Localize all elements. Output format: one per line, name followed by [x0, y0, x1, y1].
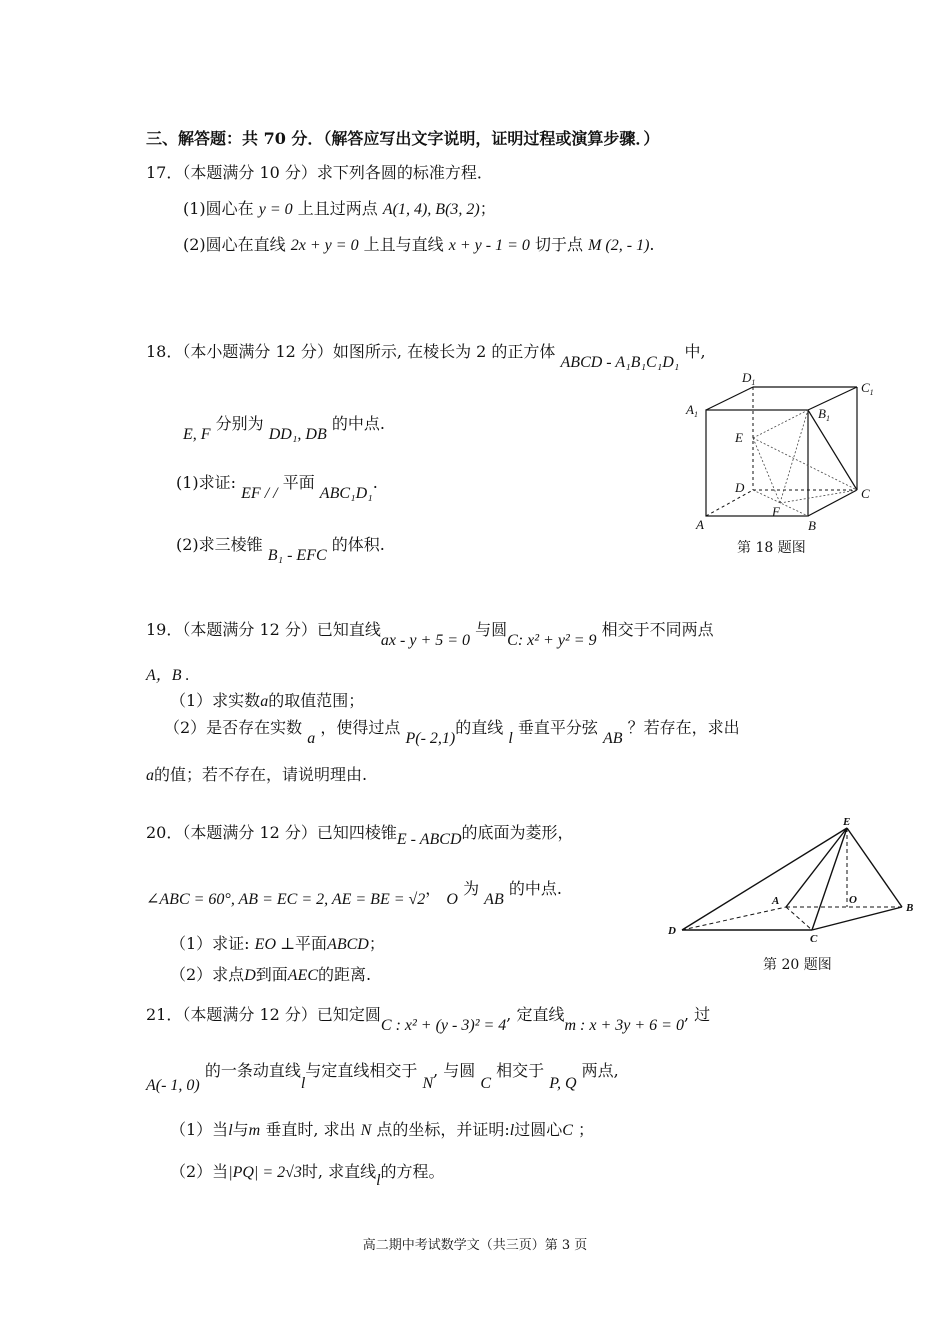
q18-part1 — [176, 470, 378, 502]
label-E: E — [843, 816, 851, 828]
math: N — [422, 1075, 434, 1092]
math: l — [300, 1075, 306, 1092]
label-D: D — [668, 925, 676, 937]
q18-ef-line — [183, 411, 385, 443]
text: (1)求证: — [176, 473, 237, 492]
text: 21．（本题满分 12 分）已知定圆 — [146, 1005, 381, 1024]
edge — [706, 387, 753, 410]
label-A: A — [772, 895, 780, 907]
label-A1: $A_1$ — [686, 402, 698, 419]
math: N — [360, 1122, 372, 1139]
text: （1）当 — [170, 1120, 229, 1139]
text: , 与圆 — [433, 1061, 476, 1080]
text: 相交于 — [496, 1061, 545, 1080]
q20-part1 — [170, 931, 385, 954]
edge — [808, 387, 857, 410]
q17-part2 — [183, 232, 655, 255]
text: 过圆心 — [514, 1120, 563, 1139]
q17-part1 — [183, 196, 496, 219]
text: （1）求证: — [170, 934, 250, 953]
math: A(- 1, 0) — [146, 1077, 200, 1094]
q21-line2 — [146, 1058, 619, 1094]
q18-caption: 第 18 题图 — [737, 540, 806, 556]
label-A: A — [696, 517, 704, 532]
text: （2）求点 — [170, 965, 245, 984]
hidden-edge-DA — [682, 907, 786, 930]
text: 的直线 — [455, 718, 504, 737]
label-B: B — [906, 902, 914, 914]
text: 的一条动直线 — [204, 1061, 301, 1080]
text: (2)求三棱锥 — [176, 535, 263, 554]
q20-caption: 第 20 题图 — [763, 957, 832, 973]
q19-part2-cont — [146, 762, 367, 785]
edge-CB — [812, 907, 902, 930]
math: x + y - 1 = 0 — [448, 237, 530, 254]
hidden-edge-AC — [786, 907, 812, 930]
math: a — [260, 693, 269, 710]
q20-title — [146, 820, 574, 848]
text: 与 — [232, 1120, 249, 1139]
math: P(- 2,1) — [405, 730, 456, 747]
math: B₁ - EFC — [267, 547, 327, 564]
math: EF / / — [241, 485, 278, 502]
math: 2x + y = 0 — [290, 237, 359, 254]
text: ，使得过点 — [320, 718, 401, 737]
text: 20．（本题满分 12 分）已知四棱锥 — [146, 823, 397, 842]
q19-part1 — [170, 688, 364, 711]
math: |PQ| = 2√3 — [228, 1164, 302, 1181]
label-E: E — [735, 430, 743, 445]
text: (2)圆心在直线 — [183, 235, 286, 254]
text: 到面 — [255, 965, 288, 984]
text: 的底面为菱形， — [461, 823, 574, 842]
text: 中, — [684, 342, 706, 361]
math: M (2, - 1) — [588, 237, 650, 254]
label-D1: $D_1$ — [742, 370, 756, 387]
q21-part1 — [170, 1117, 594, 1140]
label-O: O — [849, 894, 857, 906]
math: AB — [484, 891, 504, 908]
math: EO ⊥ — [254, 936, 296, 953]
math: P, Q — [549, 1075, 577, 1092]
math: E, F — [183, 426, 211, 443]
q17-title: 17．（本题满分 10 分）求下列各圆的标准方程． — [146, 163, 493, 182]
text: ； — [479, 199, 496, 218]
text: 平面 — [282, 473, 315, 492]
edge-ED — [682, 828, 847, 930]
text: 为 — [463, 879, 480, 898]
q21-title — [146, 1002, 711, 1034]
text: 的中点. — [331, 414, 385, 433]
math: a — [307, 730, 316, 747]
text: 与定直线相交于 — [305, 1061, 418, 1080]
text: 上且与直线 — [363, 235, 444, 254]
math: C: x² + y² = 9 — [507, 632, 597, 649]
text: 的体积. — [331, 535, 385, 554]
text: 相交于不同两点 — [601, 620, 714, 639]
text: 的中点. — [508, 879, 562, 898]
segment-EF — [753, 438, 780, 503]
label-B1: $B_1$ — [818, 406, 830, 423]
label-C: C — [810, 933, 818, 945]
math: l — [376, 1172, 381, 1189]
math: l — [509, 1122, 515, 1139]
math: m — [248, 1122, 261, 1139]
math: C : x² + (y - 3)² = 4 — [380, 1017, 507, 1034]
label-F: F — [772, 504, 780, 519]
math: m : x + 3y + 6 = 0 — [564, 1017, 684, 1034]
q18-part2 — [176, 532, 385, 564]
text: （1）求实数 — [170, 691, 261, 710]
text: （2）是否存在实数 — [164, 718, 303, 737]
text: (1)圆心在 — [183, 199, 254, 218]
cube-figure — [680, 368, 880, 533]
section-header: 三、解答题：共 70 分．（解答应写出文字说明，证明过程或演算步骤．） — [146, 129, 660, 148]
text: 19．（本题满分 12 分）已知直线 — [146, 620, 381, 639]
math: l — [228, 1122, 233, 1139]
text: 垂直时, 求出 — [265, 1120, 356, 1139]
q21-part2 — [170, 1159, 445, 1189]
q19-ab: A，B . — [146, 667, 190, 684]
q18-title — [146, 339, 706, 371]
text: , 定直线 — [506, 1005, 565, 1024]
q19-title — [146, 617, 714, 649]
label-C1: $C_1$ — [861, 380, 874, 397]
math: O — [446, 891, 458, 908]
text: 的距离. — [317, 965, 372, 984]
text: , 过 — [683, 1005, 711, 1024]
text: . — [649, 235, 655, 254]
text: 切于点 — [534, 235, 583, 254]
q19-part2 — [164, 715, 740, 747]
math: ABCD - A₁B₁C₁D₁ — [560, 354, 680, 371]
math: l — [508, 730, 513, 747]
text: 两点, — [581, 1061, 619, 1080]
math: ax - y + 5 = 0 — [380, 632, 471, 649]
text: 与圆 — [475, 620, 508, 639]
math: C — [480, 1075, 492, 1092]
text: ？若存在，求出 — [627, 718, 740, 737]
text: 18．（本小题满分 12 分）如图所示, 在棱长为 2 的正方体 — [146, 342, 556, 361]
q20-conditions — [146, 876, 562, 908]
math: DD₁, DB — [268, 426, 327, 443]
pyramid-figure — [664, 816, 914, 946]
math: y = 0 — [258, 201, 293, 218]
edge-EC — [812, 828, 847, 930]
text: 上且过两点 — [297, 199, 378, 218]
label-D: D — [735, 480, 745, 495]
math: ABCD — [327, 936, 369, 953]
text: 平面 — [295, 934, 328, 953]
text: 分别为 — [215, 414, 264, 433]
q20-part2 — [170, 962, 371, 985]
math: a — [146, 767, 154, 784]
hidden-edge — [706, 490, 753, 516]
math: A(1, 4), B(3, 2) — [382, 201, 480, 218]
math: C — [562, 1122, 573, 1139]
text: 时, 求直线 — [301, 1162, 377, 1181]
text: ； — [578, 1120, 595, 1139]
math: D — [244, 967, 256, 984]
text: 垂直平分弦 — [517, 718, 598, 737]
text: ； — [368, 934, 385, 953]
page-footer: 高二期中考试数学文（共三页）第 3 页 — [362, 1238, 588, 1253]
math: ABC₁D₁ — [319, 485, 373, 502]
text: . — [372, 473, 378, 492]
segment-EB1 — [753, 410, 808, 438]
text: 的取值范围； — [268, 691, 365, 710]
label-C: C — [861, 486, 870, 501]
math: E - ABCD — [396, 831, 462, 848]
cube-front-face — [706, 410, 808, 516]
segment-FB1 — [780, 410, 808, 503]
label-B: B — [808, 518, 816, 533]
edge-EA — [786, 828, 847, 907]
math: AEC — [287, 967, 318, 984]
text: 的值；若不存在，请说明理由. — [154, 765, 368, 784]
text: ， — [425, 879, 442, 898]
text: 的方程。 — [380, 1162, 445, 1181]
text: （2）当 — [170, 1162, 229, 1181]
math: ∠ABC = 60°, AB = EC = 2, AE = BE = √2 — [146, 891, 426, 908]
math: AB — [603, 730, 623, 747]
text: 点的坐标，并证明: — [376, 1120, 510, 1139]
